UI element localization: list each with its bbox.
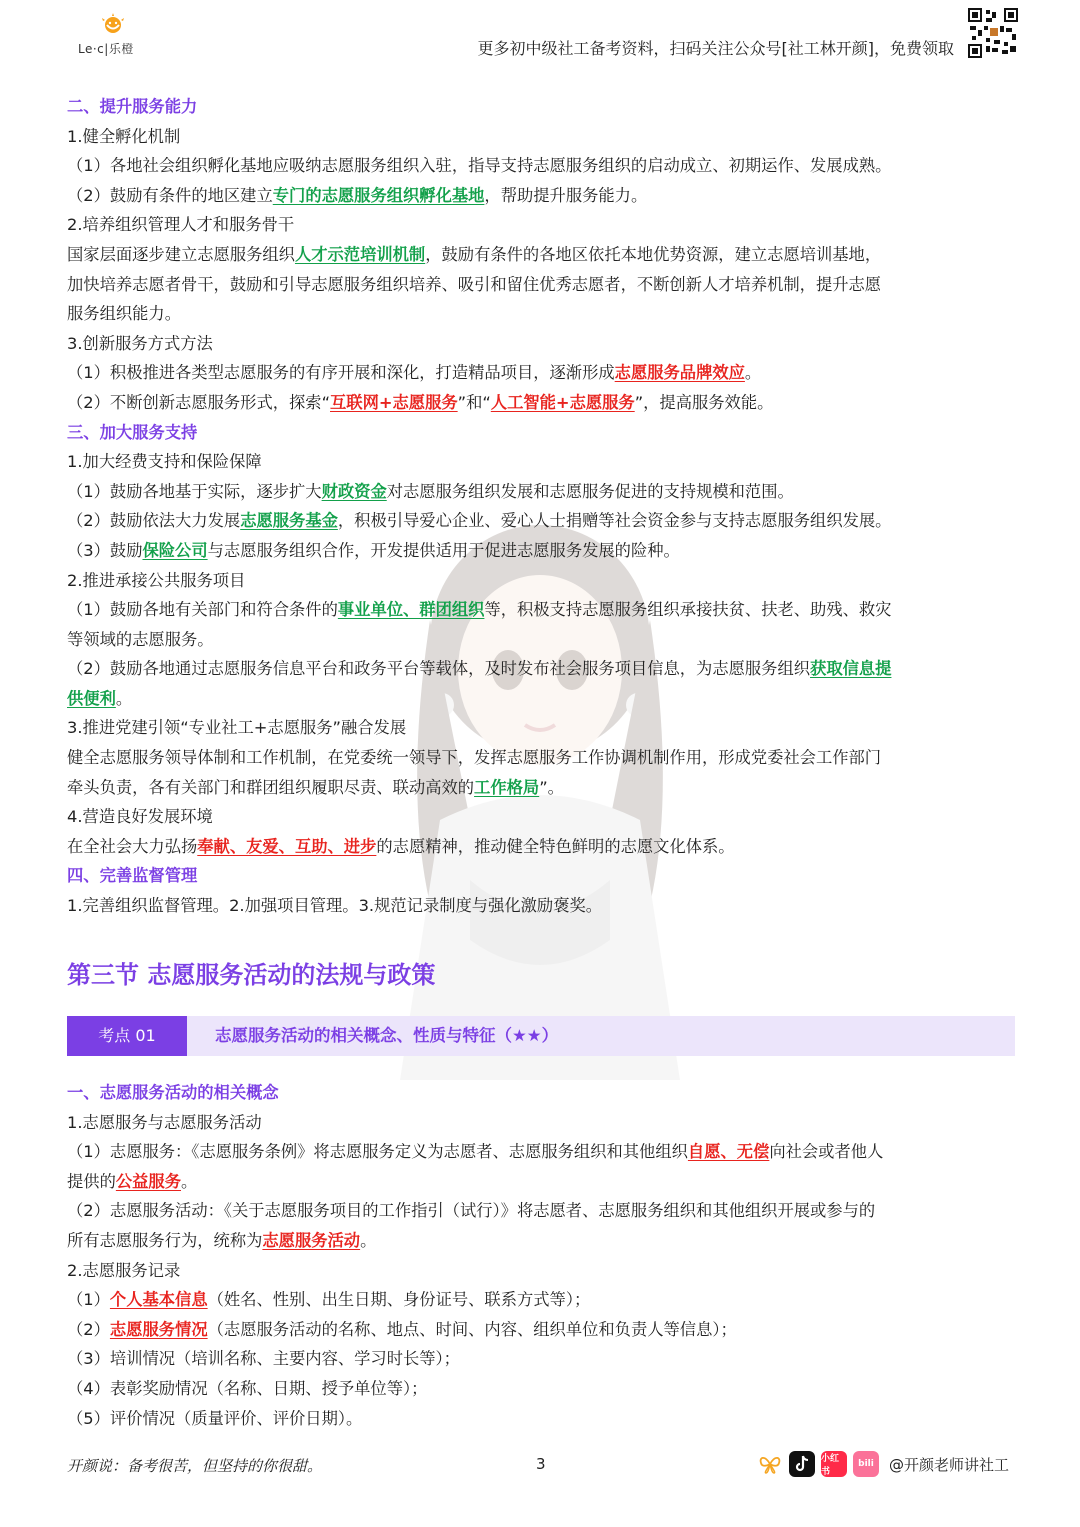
text-span: 。: [360, 1230, 377, 1250]
paragraph-line: [67, 358, 1017, 388]
highlight-green: 获取信息提: [810, 659, 892, 679]
highlight-red: 互联网+志愿服务: [330, 392, 458, 412]
highlight-green: 工作格局: [474, 777, 540, 797]
text-span: ”，提高服务效能。: [634, 392, 774, 412]
paragraph-line: [67, 506, 1017, 536]
paragraph-line: [67, 240, 1017, 270]
highlight-green: 供便利: [67, 688, 116, 708]
subheading-innovation: 3.创新服务方式方法: [67, 333, 213, 353]
text-span: 所有志愿服务行为，统称为: [67, 1230, 263, 1250]
social-links: [757, 1450, 1009, 1478]
text-span: 提供的: [67, 1171, 116, 1191]
highlight-green: 保险公司: [142, 540, 208, 560]
text-span: （1）鼓励各地基于实际，逐步扩大: [67, 481, 322, 501]
paragraph-line: （3）培训情况（培训名称、主要内容、学习时长等）；: [67, 1349, 460, 1369]
paragraph-line: [67, 684, 1017, 714]
page-header: [0, 0, 1080, 70]
concepts-content: [67, 1078, 1017, 1433]
butterfly-icon[interactable]: [757, 1451, 783, 1477]
douyin-glyph: [794, 1455, 810, 1473]
text-span: （2）鼓励有条件的地区建立: [67, 185, 273, 205]
highlight-green: 事业单位、群团组织: [337, 600, 485, 620]
paragraph-line: [67, 1167, 1017, 1197]
highlight-green: 财政资金: [321, 481, 387, 501]
text-span: 牵头负责，各有关部门和群团组织履职尽责、联动高效的: [67, 777, 475, 797]
highlight-green: 志愿服务基金: [240, 511, 338, 531]
highlight-red: 奉献、友爱、互助、进步: [197, 836, 377, 856]
text-span: ”和“: [457, 392, 491, 412]
text-span: （2）不断创新志愿服务形式，探索“: [67, 392, 331, 412]
paragraph-line: （2）志愿服务活动：《关于志愿服务项目的工作指引（试行）》将志愿者、志愿服务组织和其他组织开展或参与的: [67, 1201, 876, 1221]
subheading-party-building: 3.推进党建引领“专业社工+志愿服务”融合发展: [67, 718, 407, 738]
paragraph-line: [67, 181, 1017, 211]
paragraph-line: [67, 1137, 1017, 1167]
main-content: [67, 92, 1017, 921]
heading-supervision: 四、完善监督管理: [67, 866, 198, 886]
highlight-red: 志愿服务活动: [262, 1230, 361, 1250]
logo-text: Le·c|乐橙: [78, 42, 134, 56]
subheading-incubation: 1.健全孵化机制: [67, 126, 181, 146]
text-span: ，积极引导爱心企业、爱心人士捐赠等社会资金参与支持志愿服务组织发展。: [337, 511, 892, 531]
text-span: 的志愿精神，推动健全特色鲜明的志愿文化体系。: [376, 836, 735, 856]
subheading-talent: 2.培养组织管理人才和服务骨干: [67, 215, 295, 235]
brand-logo: [78, 12, 148, 60]
paragraph-line: （1）各地社会组织孵化基地应吸纳志愿服务组织入驻，指导支持志愿服务组织的启动成立、初期运作、发展成熟。: [67, 156, 892, 176]
paragraph-line: （4）表彰奖励情况（名称、日期、授予单位等）；: [67, 1378, 428, 1398]
highlight-red: 公益服务: [115, 1171, 181, 1191]
text-span: 。: [181, 1171, 198, 1191]
heading-concepts: 一、志愿服务活动的相关概念: [67, 1083, 279, 1102]
paragraph-line: （5）评价情况（质量评价、评价日期）。: [67, 1408, 363, 1428]
page-number: 3: [536, 1455, 546, 1473]
paragraph-line: [67, 1315, 1017, 1345]
paragraph-line: [67, 1226, 1017, 1256]
paragraph-line: 1.完善组织监督管理。2.加强项目管理。3.规范记录制度与强化激励褒奖。: [67, 896, 603, 916]
sun-logo-icon: [98, 12, 128, 38]
highlight-red: 个人基本信息: [109, 1290, 208, 1310]
text-span: （2）鼓励各地通过志愿服务信息平台和政务平台等载体，及时发布社会服务项目信息，为志愿服务组织: [67, 659, 811, 679]
footer-motto: 开颜说：备考很苦，但坚持的你很甜。: [67, 1457, 323, 1475]
text-span: （3）鼓励: [67, 540, 143, 560]
paragraph-line: 健全志愿服务领导体制和工作机制，在党委统一领导下，发挥志愿服务工作协调机制作用，形成党委社会工作部门: [67, 748, 882, 768]
douyin-icon[interactable]: [789, 1451, 815, 1477]
text-span: 等，积极支持志愿服务组织承接扶贫、扶老、助残、救灾: [484, 600, 892, 620]
subheading-public-service: 2.推进承接公共服务项目: [67, 570, 246, 590]
text-span: （2）: [67, 1319, 110, 1339]
text-span: （1）积极推进各类型志愿服务的有序开展和深化，打造精品项目，逐渐形成: [67, 363, 615, 383]
text-span: （1）志愿服务：《志愿服务条例》将志愿服务定义为志愿者、志愿服务组织和其他组织: [67, 1142, 688, 1162]
xiaohongshu-icon[interactable]: 小红书: [821, 1451, 847, 1477]
header-promo-text: 更多初中级社工备考资料，扫码关注公众号[社工林开颜]，免费领取: [477, 39, 954, 58]
paragraph-line: 服务组织能力。: [67, 304, 181, 324]
text-span: 。: [115, 688, 133, 708]
highlight-red: 人工智能+志愿服务: [490, 392, 635, 412]
paragraph-line: [67, 654, 1017, 684]
heading-improve-capacity: 二、提升服务能力: [67, 97, 198, 116]
exam-point-title: 志愿服务活动的相关概念、性质与特征（★★）: [215, 1026, 559, 1045]
text-span: （2）鼓励依法大力发展: [67, 511, 241, 531]
bilibili-icon[interactable]: bili: [853, 1451, 879, 1477]
paragraph-line: [67, 773, 1017, 803]
text-span: ”。: [539, 777, 564, 797]
subheading-environment: 4.营造良好发展环境: [67, 807, 213, 827]
exam-point-banner: [67, 1016, 1015, 1056]
qr-code-icon[interactable]: [968, 8, 1018, 58]
author-handle: @开颜老师讲社工: [889, 1455, 1010, 1474]
text-span: 对志愿服务组织发展和志愿服务促进的支持规模和范围。: [386, 481, 794, 501]
paragraph-line: 等领域的志愿服务。: [67, 629, 214, 649]
paragraph-line: [67, 388, 1017, 418]
highlight-red: 志愿服务品牌效应: [614, 363, 745, 383]
text-span: （1）: [67, 1290, 110, 1310]
text-span: 与志愿服务组织合作，开发提供适用于促进志愿服务发展的险种。: [207, 540, 680, 560]
text-span: ，帮助提升服务能力。: [484, 185, 648, 205]
text-span: （姓名、性别、出生日期、身份证号、联系方式等）；: [207, 1290, 591, 1310]
paragraph-line: [67, 477, 1017, 507]
text-span: 向社会或者他人: [769, 1142, 884, 1162]
highlight-green: 专门的志愿服务组织孵化基地: [272, 185, 485, 205]
text-span: （1）鼓励各地有关部门和符合条件的: [67, 600, 338, 620]
text-span: 。: [744, 363, 762, 383]
paragraph-line: [67, 595, 1017, 625]
subheading-records: 2.志愿服务记录: [67, 1260, 181, 1280]
paragraph-line: 加快培养志愿者骨干，鼓励和引导志愿服务组织培养、吸引和留住优秀志愿者，不断创新人才培养机制，提升志愿: [67, 274, 882, 294]
heading-increase-support: 三、加大服务支持: [67, 422, 198, 442]
highlight-red: 自愿、无偿: [687, 1142, 770, 1162]
text-span: ，鼓励有条件的各地区依托本地优势资源，建立志愿培训基地，: [425, 244, 882, 264]
highlight-red: 志愿服务情况: [109, 1319, 208, 1339]
section-title: 第三节 志愿服务活动的法规与政策: [67, 961, 436, 989]
paragraph-line: [67, 536, 1017, 566]
text-span: （志愿服务活动的名称、地点、时间、内容、组织单位和负责人等信息）；: [207, 1319, 737, 1339]
text-span: 国家层面逐步建立志愿服务组织: [67, 244, 295, 264]
paragraph-line: [67, 832, 1017, 862]
paragraph-line: [67, 1285, 1017, 1315]
exam-point-tag: 考点 01: [67, 1016, 187, 1056]
subheading-funding: 1.加大经费支持和保险保障: [67, 452, 262, 472]
highlight-green: 人才示范培训机制: [294, 244, 426, 264]
text-span: 在全社会大力弘扬: [67, 836, 198, 856]
subheading-definition: 1.志愿服务与志愿服务活动: [67, 1112, 262, 1132]
